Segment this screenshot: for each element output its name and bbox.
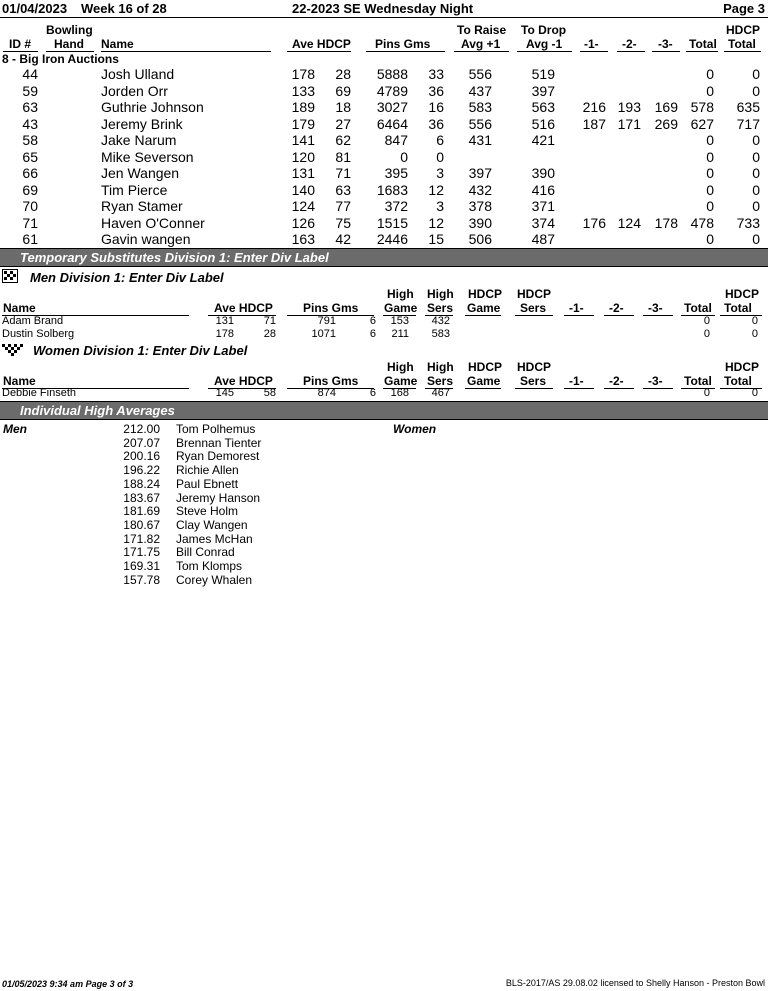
handicap-total: 0	[752, 66, 760, 82]
high-average-value: 188.24	[123, 476, 160, 491]
player-average: 131	[291, 165, 315, 181]
high-average-value: 180.67	[123, 517, 160, 532]
high-average-name: Ryan Demorest	[176, 449, 260, 464]
high-average-value: 171.82	[123, 531, 160, 546]
sub-average: 178	[215, 328, 234, 340]
to-drop-avg: 416	[531, 181, 555, 198]
to-drop-avg: 397	[531, 82, 555, 99]
to-raise-avg: 556	[468, 115, 492, 132]
high-average-value: 200.16	[123, 449, 160, 464]
high-avg-men-label: Men	[3, 422, 27, 436]
handicap-total: 0	[752, 198, 760, 214]
col-game2: -2-	[609, 301, 624, 315]
high-average-value: 181.69	[123, 504, 160, 519]
col-game3: -3-	[648, 374, 663, 388]
player-id: 63	[22, 99, 38, 115]
report-date: 01/04/2023	[2, 1, 68, 16]
player-handicap: 18	[335, 99, 351, 115]
header-divider	[0, 17, 768, 18]
high-average-value: 212.00	[123, 422, 160, 436]
player-handicap: 81	[335, 148, 351, 165]
handicap-total: 717	[736, 115, 760, 132]
handicap-total: 635	[736, 99, 760, 115]
col-game3: -3-	[648, 301, 663, 315]
col-game3: -3-	[658, 37, 673, 51]
game-3-score: 169	[654, 99, 678, 115]
col-game1: -1-	[569, 301, 584, 315]
col-game1: -1-	[569, 374, 584, 388]
series-total: 578	[690, 99, 714, 115]
player-average: 163	[291, 231, 315, 247]
series-total: 0	[706, 165, 714, 181]
sub-name: Dustin Solberg	[2, 328, 75, 340]
col-hdcp-sers: Sers	[520, 301, 547, 315]
col-hdcp-2: HDCP	[517, 287, 552, 301]
sub-high-game: 211	[391, 328, 409, 340]
col-bowling: Bowling	[46, 23, 93, 37]
footer-license: BLS-2017/AS 29.08.02 licensed to Shelly Hanson - Preston Bowl	[505, 978, 765, 988]
col-to-drop: To Drop	[521, 23, 567, 37]
player-name: Ryan Stamer	[101, 198, 183, 214]
sub-games: 6	[369, 328, 376, 340]
player-games: 15	[428, 231, 444, 247]
player-pins: 1683	[376, 181, 408, 198]
to-drop-avg: 371	[531, 198, 555, 214]
col-pins-gms: Pins Gms	[303, 301, 359, 315]
high-average-name: Corey Whalen	[176, 572, 253, 587]
high-average-name: Steve Holm	[176, 504, 239, 519]
handicap-total: 0	[752, 132, 760, 148]
sub-pins: 874	[317, 387, 336, 399]
substitutes-bar-label: Temporary Substitutes Division 1: Enter Div Label	[20, 250, 329, 265]
player-pins: 372	[384, 198, 408, 214]
handicap-total: 0	[752, 148, 760, 165]
sub-hdcp-total: 0	[751, 315, 758, 327]
high-average-name: Tom Polhemus	[176, 422, 256, 436]
col-ave-hdcp: Ave HDCP	[214, 301, 273, 315]
game-1-score: 187	[582, 115, 606, 132]
series-total: 627	[690, 115, 714, 132]
col-high: High	[387, 287, 414, 301]
player-handicap: 62	[335, 132, 351, 148]
series-total: 0	[706, 198, 714, 214]
to-raise-avg: 556	[468, 66, 492, 82]
player-pins: 4789	[376, 82, 408, 99]
player-id: 65	[22, 148, 38, 165]
sub-total: 0	[703, 387, 710, 399]
handicap-total: 0	[752, 231, 760, 247]
sub-total: 0	[703, 315, 710, 327]
player-id: 66	[22, 165, 38, 181]
header-underline	[643, 315, 673, 316]
col-game1: -1-	[584, 37, 599, 51]
series-total: 0	[706, 181, 714, 198]
section-bar-substitutes	[0, 248, 768, 267]
player-average: 178	[291, 66, 315, 82]
col-avg-plus: Avg +1	[461, 37, 501, 51]
header-underline	[564, 315, 594, 316]
player-pins: 0	[400, 148, 408, 165]
col-hdcp-3: HDCP	[725, 360, 760, 374]
to-raise-avg: 583	[468, 99, 492, 115]
women-subs-title: Women Division 1: Enter Div Label	[33, 343, 248, 358]
to-drop-avg: 519	[531, 66, 555, 82]
sub-pins: 1071	[311, 328, 336, 340]
to-raise-avg: 390	[468, 214, 492, 231]
col-game2: -2-	[609, 374, 624, 388]
to-raise-avg: 432	[468, 181, 492, 198]
header-underline	[515, 388, 553, 389]
player-id: 69	[22, 181, 38, 198]
player-handicap: 71	[335, 165, 351, 181]
footer-print-info: 01/05/2023 9:34 am Page 3 of 3	[2, 979, 134, 989]
col-name: Name	[3, 301, 36, 315]
to-drop-avg: 421	[531, 132, 555, 148]
handicap-total: 0	[752, 181, 760, 198]
player-games: 3	[436, 198, 444, 214]
sub-pins: 791	[317, 315, 336, 327]
high-average-name: Paul Ebnett	[176, 476, 239, 491]
col-hdcp-total: Total	[724, 301, 752, 315]
game-2-score: 171	[617, 115, 641, 132]
player-pins: 3027	[376, 99, 408, 115]
player-handicap: 42	[335, 231, 351, 247]
sub-hdcp-total: 0	[751, 387, 758, 399]
high-average-value: 183.67	[123, 490, 160, 505]
men-division-icon	[2, 269, 18, 283]
game-2-score: 193	[617, 99, 641, 115]
sub-hdcp-total: 0	[751, 328, 758, 340]
sub-high-game: 168	[390, 387, 409, 399]
player-name: Gavin wangen	[101, 231, 191, 247]
player-name: Haven O'Conner	[101, 214, 205, 231]
col-total: Total	[684, 374, 712, 388]
player-id: 43	[22, 115, 38, 132]
player-handicap: 77	[335, 198, 351, 214]
high-average-value: 157.78	[123, 572, 160, 587]
header-underline	[564, 388, 594, 389]
col-hdcp-game: Game	[467, 374, 501, 388]
sub-high-series: 432	[431, 315, 450, 327]
game-1-score: 176	[582, 214, 606, 231]
sub-name: Adam Brand	[2, 315, 64, 327]
col-high-2: High	[427, 360, 454, 374]
col-hdcp-game: Game	[467, 301, 501, 315]
handicap-total: 0	[752, 165, 760, 181]
col-game2: -2-	[622, 37, 637, 51]
player-id: 58	[22, 132, 38, 148]
sub-total: 0	[703, 328, 710, 340]
col-hdcp: HDCP	[468, 360, 503, 374]
series-total: 0	[706, 66, 714, 82]
player-pins: 2446	[376, 231, 408, 247]
col-total: Total	[684, 301, 712, 315]
sub-handicap: 58	[263, 387, 276, 399]
game-3-score: 178	[654, 214, 678, 231]
high-avg-women-label: Women	[393, 422, 437, 436]
handicap-total: 733	[736, 214, 760, 231]
men-subs-title: Men Division 1: Enter Div Label	[30, 270, 224, 285]
player-id: 61	[22, 231, 38, 247]
to-raise-avg: 378	[468, 198, 492, 214]
player-average: 133	[291, 82, 315, 99]
col-ave-hdcp: Ave HDCP	[214, 374, 273, 388]
player-average: 140	[291, 181, 315, 198]
col-avg-minus: Avg -1	[526, 37, 563, 51]
sub-high-series: 583	[431, 328, 450, 340]
game-3-score: 269	[654, 115, 678, 132]
sub-games: 6	[369, 387, 376, 399]
series-total: 478	[690, 214, 714, 231]
to-raise-avg: 397	[468, 165, 492, 181]
high-average-value: 169.31	[123, 559, 160, 573]
high-averages-bar-label: Individual High Averages	[20, 403, 175, 418]
women-division-icon	[2, 343, 26, 355]
series-total: 0	[706, 148, 714, 165]
to-drop-avg: 390	[531, 165, 555, 181]
series-total: 0	[706, 82, 714, 99]
player-name: Jorden Orr	[101, 82, 168, 99]
high-average-name: Richie Allen	[176, 463, 239, 478]
player-name: Tim Pierce	[101, 181, 168, 198]
col-high-game: Game	[384, 374, 418, 388]
col-total: Total	[689, 37, 717, 51]
col-hdcp-total: Total	[724, 374, 752, 388]
to-drop-avg: 487	[531, 231, 555, 247]
col-high: High	[387, 360, 414, 374]
player-handicap: 63	[335, 181, 351, 198]
section-bar-high-averages	[0, 401, 768, 420]
header-underline	[465, 315, 501, 316]
player-pins: 5888	[376, 66, 408, 82]
player-average: 126	[291, 214, 315, 231]
series-total: 0	[706, 132, 714, 148]
player-name: Josh Ulland	[101, 66, 175, 82]
player-id: 71	[22, 214, 38, 231]
player-handicap: 27	[335, 115, 351, 132]
header-underline	[643, 388, 673, 389]
col-hdcp: HDCP	[468, 287, 503, 301]
sub-handicap: 71	[263, 315, 276, 327]
header-underline	[604, 388, 634, 389]
col-pins-gms: Pins Gms	[303, 374, 359, 388]
header-underline	[465, 388, 501, 389]
col-hand: Hand	[54, 37, 84, 51]
col-ave-hdcp: Ave HDCP	[292, 37, 351, 51]
col-high-2: High	[427, 287, 454, 301]
player-games: 0	[436, 148, 444, 165]
high-average-name: Bill Conrad	[176, 545, 235, 560]
high-average-name: Clay Wangen	[176, 517, 248, 532]
player-average: 189	[291, 99, 315, 115]
to-drop-avg: 563	[531, 99, 555, 115]
col-high-game: Game	[384, 301, 418, 315]
player-name: Guthrie Johnson	[101, 99, 204, 115]
col-to-raise: To Raise	[457, 23, 507, 37]
col-hdcp: HDCP	[726, 23, 761, 37]
sub-average: 131	[215, 315, 234, 327]
player-games: 6	[436, 132, 444, 148]
player-handicap: 75	[335, 214, 351, 231]
player-handicap: 69	[335, 82, 351, 99]
high-average-name: Jeremy Hanson	[176, 490, 261, 505]
handicap-total: 0	[752, 82, 760, 99]
sub-name: Debbie Finseth	[2, 387, 76, 399]
page-number: Page 3	[723, 1, 765, 16]
high-average-name: James McHan	[176, 531, 253, 546]
player-games: 12	[428, 214, 444, 231]
player-games: 36	[428, 115, 444, 132]
high-average-value: 171.75	[123, 545, 160, 560]
col-hdcp-total: Total	[728, 37, 756, 51]
high-average-name: Brennan Tienter	[176, 435, 262, 450]
player-games: 3	[436, 165, 444, 181]
player-name: Jen Wangen	[101, 165, 180, 181]
series-total: 0	[706, 231, 714, 247]
player-average: 179	[291, 115, 315, 132]
col-hdcp-sers: Sers	[520, 374, 547, 388]
player-games: 12	[428, 181, 444, 198]
sub-high-game: 153	[390, 315, 409, 327]
team-title: 8 - Big Iron Auctions	[2, 52, 119, 66]
header-underline	[515, 315, 553, 316]
to-drop-avg: 374	[531, 214, 555, 231]
to-raise-avg: 506	[468, 231, 492, 247]
player-games: 16	[428, 99, 444, 115]
game-1-score: 216	[582, 99, 606, 115]
col-id: ID #	[9, 37, 32, 51]
player-id: 70	[22, 198, 38, 214]
player-pins: 395	[384, 165, 408, 181]
game-2-score: 124	[617, 214, 641, 231]
player-name: Mike Severson	[101, 148, 194, 165]
league-title: 22-2023 SE Wednesday Night	[292, 1, 474, 16]
player-games: 33	[428, 66, 444, 82]
col-name: Name	[3, 374, 36, 388]
week-label: Week 16 of 28	[81, 1, 167, 16]
col-high-sers: Sers	[427, 301, 454, 315]
col-hdcp-3: HDCP	[725, 287, 760, 301]
player-pins: 6464	[376, 115, 408, 132]
player-average: 141	[291, 132, 315, 148]
to-raise-avg: 431	[468, 132, 492, 148]
sub-games: 6	[369, 315, 376, 327]
player-id: 44	[22, 66, 38, 82]
player-games: 36	[428, 82, 444, 99]
col-hdcp-2: HDCP	[517, 360, 552, 374]
high-average-value: 207.07	[123, 435, 160, 450]
player-name: Jeremy Brink	[101, 115, 183, 132]
sub-high-series: 467	[431, 387, 450, 399]
col-name: Name	[101, 37, 134, 51]
player-id: 59	[22, 82, 38, 99]
sub-average: 145	[215, 387, 234, 399]
header-underline	[604, 315, 634, 316]
player-average: 124	[291, 198, 315, 214]
high-average-name: Tom Klomps	[176, 559, 243, 573]
high-average-value: 196.22	[123, 463, 160, 478]
player-pins: 1515	[376, 214, 408, 231]
to-raise-avg: 437	[468, 82, 492, 99]
player-pins: 847	[384, 132, 408, 148]
player-handicap: 28	[335, 66, 351, 82]
player-average: 120	[291, 148, 315, 165]
player-name: Jake Narum	[101, 132, 177, 148]
sub-handicap: 28	[263, 328, 276, 340]
to-drop-avg: 516	[531, 115, 555, 132]
col-high-sers: Sers	[427, 374, 454, 388]
col-pins-gms: Pins Gms	[375, 37, 431, 51]
